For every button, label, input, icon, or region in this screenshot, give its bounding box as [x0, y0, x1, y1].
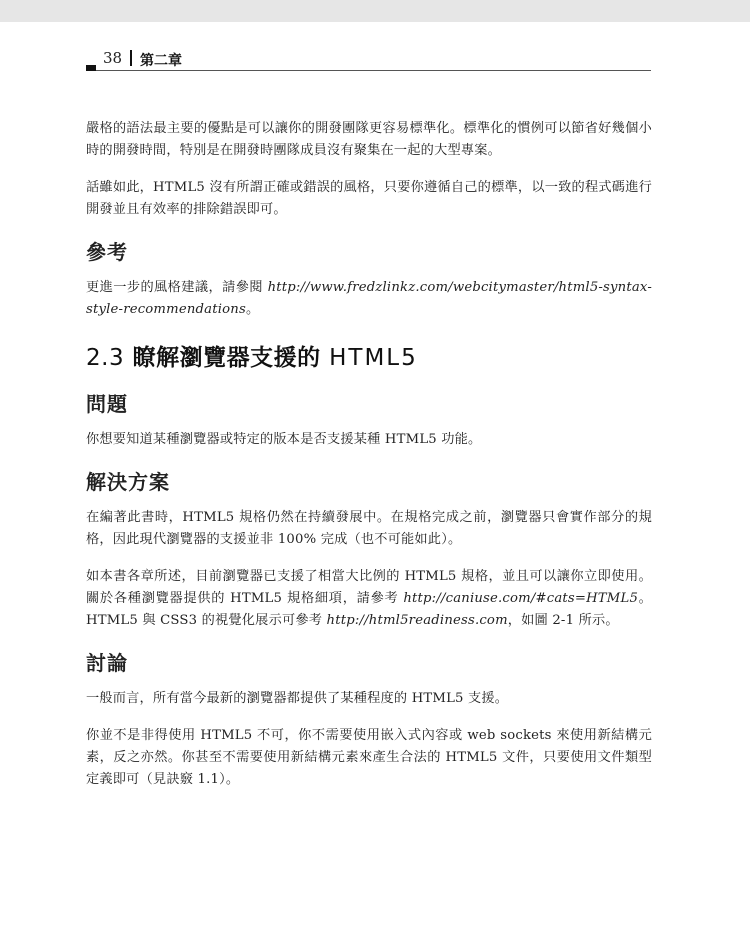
discussion-paragraph-1: 一般而言，所有當今最新的瀏覽器都提供了某種程度的 HTML5 支援。 [86, 691, 509, 706]
section-title [86, 339, 652, 372]
solution-paragraph-1: 在編著此書時，HTML5 規格仍然在持續發展中。在規格完成之前，瀏覽器只會實作部分的規格，因此現代瀏覽器的支援並非 100% 完成（也不可能如此）。 [86, 510, 652, 547]
paragraph-2: 話雖如此，HTML5 沒有所謂正確或錯誤的風格，只要你遵循自己的標準，以一致的程式碼進行開發並且有效率的排除錯誤即可。 [86, 180, 652, 217]
discussion-paragraph-2: 你並不是非得使用 HTML5 不可，你不需要使用嵌入式內容或 web sockets 來使用新結構元素，反之亦然。你甚至不需要使用新結構元素來產生合法的 HTML5 文件，只要使用文件類型定義即可（見訣竅 1.1）。 [86, 728, 652, 787]
discussion-heading: 討論 [86, 651, 128, 675]
problem-heading: 問題 [86, 392, 128, 416]
section-number: 2.3 [86, 345, 125, 371]
reference-paragraph [86, 277, 652, 321]
page-number: 38 [103, 49, 123, 67]
solution-heading: 解決方案 [86, 470, 170, 494]
reference-text: 更進一步的風格建議，請參閱 [86, 280, 268, 295]
header-separator [130, 50, 132, 66]
header-rule [96, 70, 651, 71]
solution-text-c: ，如圖 2-1 所示。 [507, 613, 619, 628]
page-header [86, 49, 651, 73]
reference-link[interactable]: http://www.fredzlinkz.com/webcitymaster/html5-syntax-style-recommendations [86, 280, 652, 317]
chapter-label: 第二章 [140, 53, 182, 69]
solution-text-a: 如本書各章所述，目前瀏覽器已支援了相當大比例的 HTML5 規格，並且可以讓你立即使用。關於各種瀏覽器提供的 HTML5 規格細項，請參考 [86, 569, 652, 606]
section-title-zh: 瞭解瀏覽器支援的 [132, 345, 321, 371]
page-content [86, 118, 652, 806]
reference-heading: 參考 [86, 240, 128, 264]
section-title-tag: HTML5 [329, 345, 418, 371]
solution-text-b: 。HTML5 與 CSS3 的視覺化展示可參考 [86, 591, 652, 628]
paragraph-1: 嚴格的語法最主要的優點是可以讓你的開發團隊更容易標準化。標準化的慣例可以節省好幾個小時的開發時間，特別是在開發時團隊成員沒有聚集在一起的大型專案。 [86, 121, 652, 158]
solution-paragraph-2 [86, 566, 652, 632]
top-gray-bar [0, 0, 750, 22]
reference-text-end: 。 [245, 302, 260, 317]
header-mark [86, 65, 96, 71]
caniuse-link[interactable]: http://caniuse.com/#cats=HTML5 [403, 591, 639, 606]
problem-paragraph: 你想要知道某種瀏覽器或特定的版本是否支援某種 HTML5 功能。 [86, 432, 482, 447]
html5readiness-link[interactable]: http://html5readiness.com [326, 613, 508, 628]
